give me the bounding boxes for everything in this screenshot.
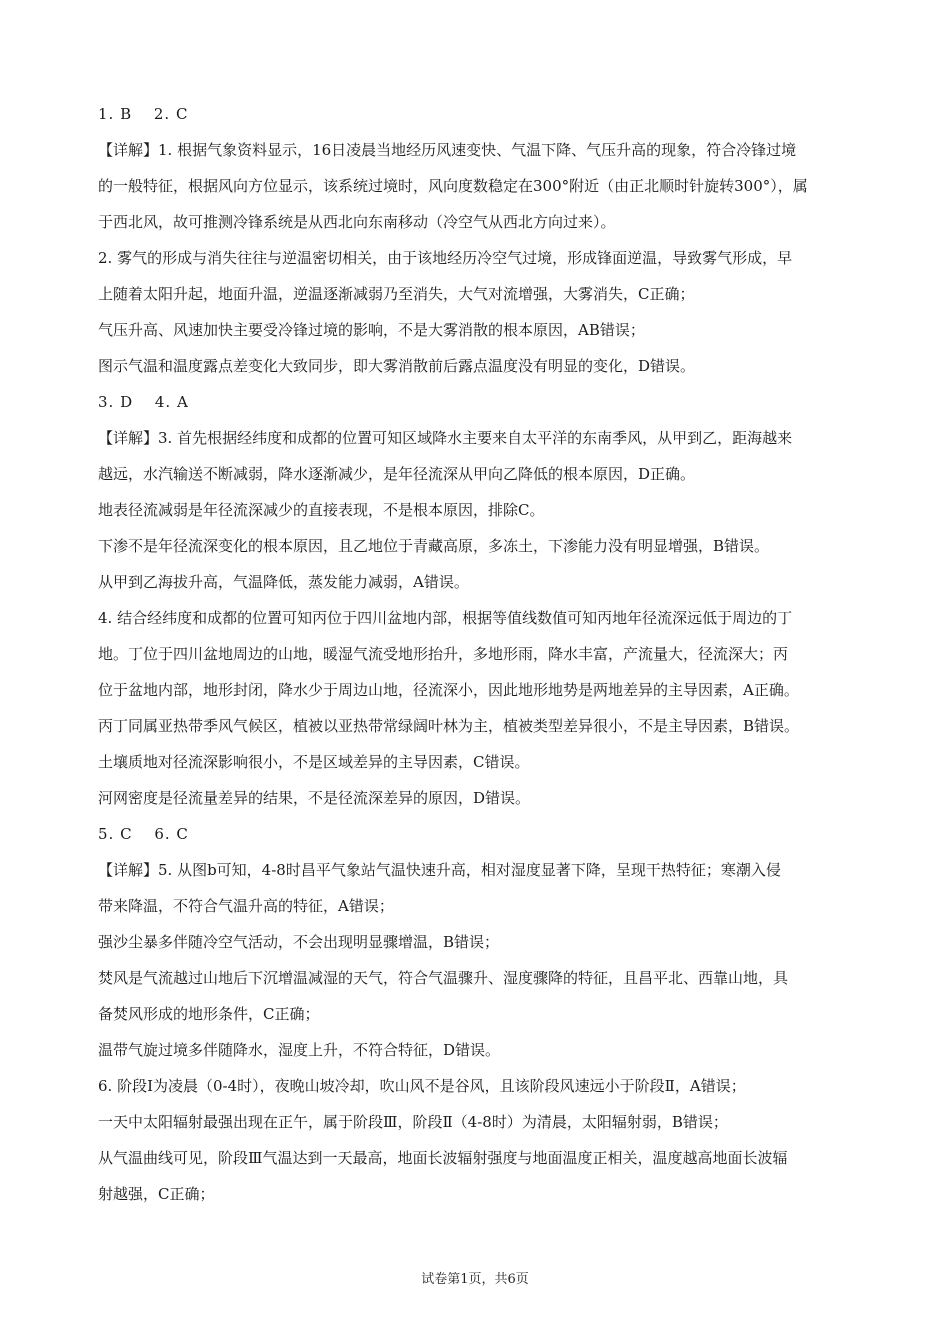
explanation-line: 图示气温和温度露点差变化大致同步，即大雾消散前后露点温度没有明显的变化，D错误。 bbox=[98, 357, 696, 375]
explanation-line: 地。丁位于四川盆地周边的山地，暖湿气流受地形抬升，多地形雨，降水丰富，产流量大，径流深大；丙 bbox=[98, 645, 789, 663]
explanation-line: 带来降温，不符合气温升高的特征，A错误； bbox=[98, 897, 394, 915]
explanation-line: 上随着太阳升起，地面升温，逆温逐渐减弱乃至消失，大气对流增强，大雾消失，C正确； bbox=[98, 285, 695, 303]
explanation-line: 温带气旋过境多伴随降水，湿度上升，不符合特征，D错误。 bbox=[98, 1041, 501, 1059]
explanation-line: 地表径流减弱是年径流深减少的直接表现，不是根本原因，排除C。 bbox=[98, 501, 545, 519]
answer-key-5-6: 5. C 6. C bbox=[98, 825, 189, 843]
explanation-line: 土壤质地对径流深影响很小，不是区域差异的主导因素，C错误。 bbox=[98, 753, 530, 771]
page-footer: 试卷第1页，共6页 bbox=[421, 1272, 529, 1287]
explanation-line: 下渗不是年径流深变化的根本原因，且乙地位于青藏高原，多冻土，下渗能力没有明显增强，B错误。 bbox=[98, 537, 770, 555]
answer-key-3-4: 3. D 4. A bbox=[98, 393, 189, 411]
explanation-line: 河网密度是径流量差异的结果，不是径流深差异的原因，D错误。 bbox=[98, 789, 531, 807]
explanation-line: 2. 雾气的形成与消失往往与逆温密切相关，由于该地经历冷空气过境，形成锋面逆温，导致雾气形成，早 bbox=[98, 249, 793, 267]
explanation-line: 【详解】5. 从图b可知，4-8时昌平气象站气温快速升高，相对湿度显著下降，呈现干热特征；寒潮入侵 bbox=[98, 861, 781, 879]
explanation-line: 越远，水汽输送不断减弱，降水逐渐减少，是年径流深从甲向乙降低的根本原因，D正确。 bbox=[98, 465, 696, 483]
explanation-line: 备焚风形成的地形条件，C正确； bbox=[98, 1005, 320, 1023]
explanation-line: 位于盆地内部，地形封闭，降水少于周边山地，径流深小，因此地形地势是两地差异的主导因素，A正确。 bbox=[98, 681, 799, 699]
explanation-line: 焚风是气流越过山地后下沉增温减湿的天气，符合气温骤升、湿度骤降的特征，且昌平北、西靠山地，具 bbox=[98, 969, 789, 987]
explanation-line: 于西北风，故可推测冷锋系统是从西北向东南移动（冷空气从西北方向过来）。 bbox=[98, 213, 616, 231]
explanation-line: 从气温曲线可见，阶段Ⅲ气温达到一天最高，地面长波辐射强度与地面温度正相关，温度越高地面长波辐 bbox=[98, 1149, 788, 1167]
explanation-line: 【详解】3. 首先根据经纬度和成都的位置可知区域降水主要来自太平洋的东南季风，从甲到乙，距海越来 bbox=[98, 429, 793, 447]
explanation-line: 强沙尘暴多伴随冷空气活动，不会出现明显骤增温，B错误； bbox=[98, 933, 500, 951]
explanation-line: 射越强，C正确； bbox=[98, 1185, 215, 1203]
answer-document bbox=[98, 96, 858, 1212]
explanation-line: 丙丁同属亚热带季风气候区，植被以亚热带常绿阔叶林为主，植被类型差异很小，不是主导因素，B错误。 bbox=[98, 717, 800, 735]
explanation-line: 【详解】1. 根据气象资料显示，16日凌晨当地经历风速变快、气温下降、气压升高的现象，符合冷锋过境 bbox=[98, 141, 797, 159]
explanation-line: 气压升高、风速加快主要受冷锋过境的影响，不是大雾消散的根本原因，AB错误； bbox=[98, 321, 645, 339]
explanation-line: 一天中太阳辐射最强出现在正午，属于阶段Ⅲ，阶段Ⅱ（4-8时）为清晨，太阳辐射弱，B错误； bbox=[98, 1113, 728, 1131]
explanation-line: 的一般特征，根据风向方位显示，该系统过境时，风向度数稳定在300°附近（由正北顺时针旋转300°），属 bbox=[98, 177, 808, 195]
explanation-line: 4. 结合经纬度和成都的位置可知丙位于四川盆地内部，根据等值线数值可知丙地年径流深远低于周边的丁 bbox=[98, 609, 793, 627]
explanation-line: 从甲到乙海拔升高，气温降低，蒸发能力减弱，A错误。 bbox=[98, 573, 469, 591]
explanation-line: 6. 阶段Ⅰ为凌晨（0-4时），夜晚山坡冷却，吹山风不是谷风，且该阶段风速远小于阶段Ⅱ，A错误； bbox=[98, 1077, 746, 1095]
answer-key-1-2: 1. B 2. C bbox=[98, 105, 189, 123]
